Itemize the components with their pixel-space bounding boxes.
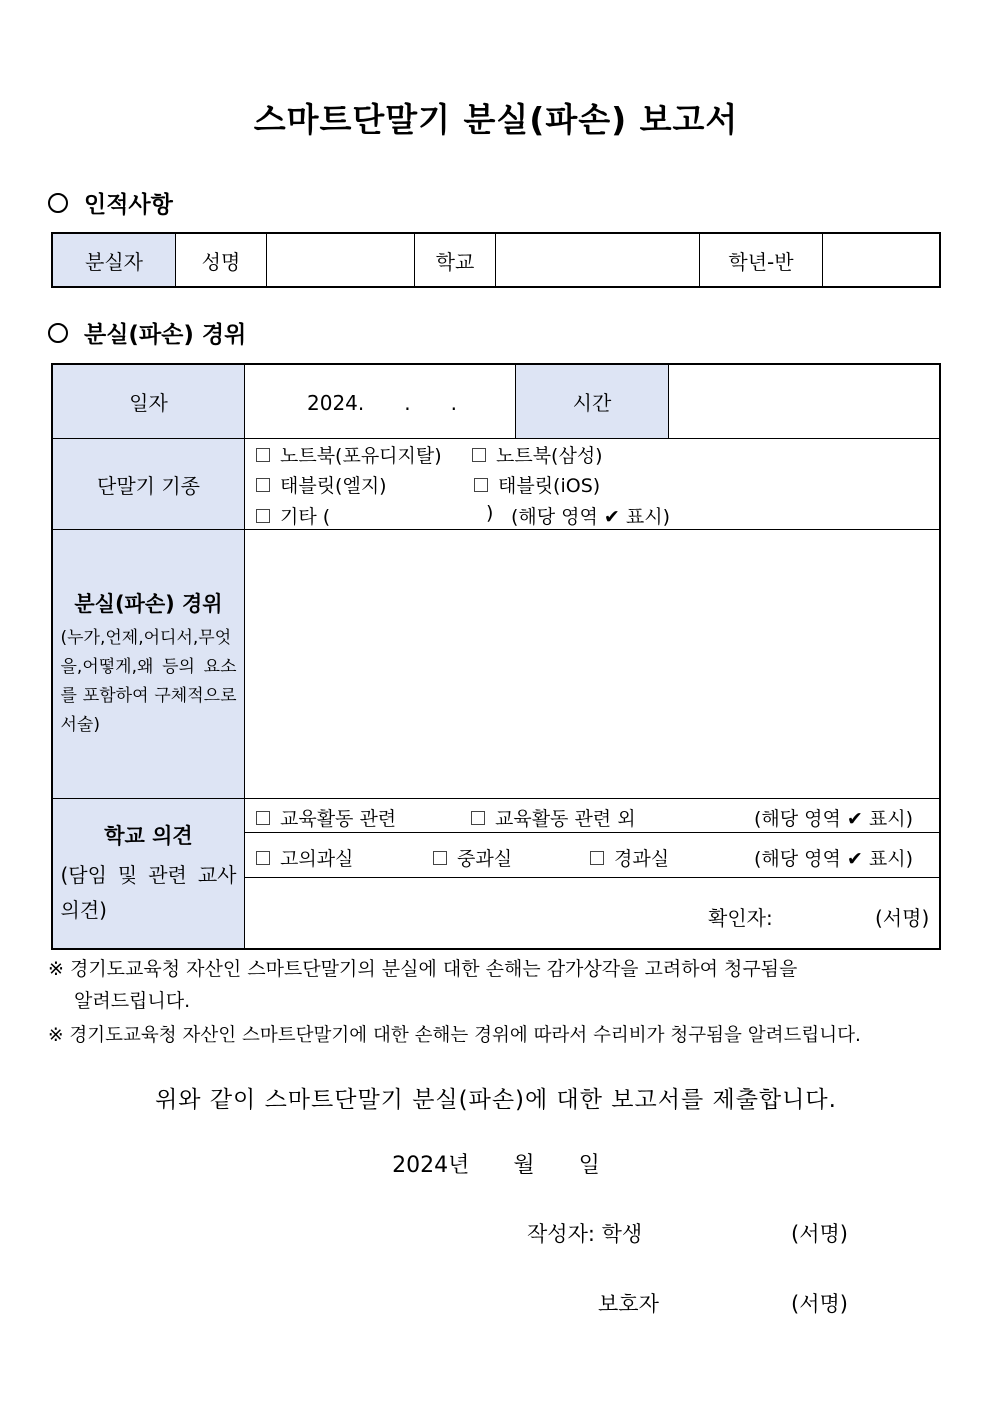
fault-option-label: 고의과실 (280, 848, 354, 870)
device-option-notebook-samsung[interactable] (472, 441, 603, 468)
confirmer-label: 확인자: (708, 906, 773, 930)
name-field[interactable] (267, 234, 414, 286)
checkbox-icon[interactable] (256, 811, 270, 825)
section-personal-heading (48, 186, 173, 219)
checkbox-icon[interactable] (474, 478, 488, 492)
circumstance-label-cell (53, 530, 244, 798)
activity-check-note: (해당 영역 ✔ 표시) (754, 808, 913, 830)
device-option-label: 기타 ( (280, 506, 331, 528)
device-option-label: 태블릿(엘지) (280, 475, 387, 497)
device-option-label: 노트북(삼성) (496, 445, 603, 467)
note-depreciation: ※ 경기도교육청 자산인 스마트단말기의 분실에 대한 손해는 감가상각을 고려하여 청구됨을 (48, 958, 798, 980)
lost-person-label: 분실자 (53, 234, 175, 286)
school-label: 학교 (435, 249, 475, 274)
time-field[interactable] (669, 365, 939, 438)
fault-option-intentional[interactable] (256, 844, 353, 871)
checkbox-icon[interactable] (256, 478, 270, 492)
circumstance-label: 분실(파손) 경위 (74, 592, 223, 616)
grade-class-field[interactable] (823, 234, 939, 286)
fault-option-label: 경과실 (614, 848, 670, 870)
name-label: 성명 (201, 249, 241, 274)
section-personal-title: 인적사항 (84, 192, 173, 218)
confirmer-sign[interactable]: (서명) (875, 906, 930, 930)
writer-label: 작성자: 학생 (527, 1222, 643, 1246)
circumstance-field[interactable] (245, 530, 939, 798)
checkbox-icon[interactable] (256, 448, 270, 462)
checkbox-icon[interactable] (590, 851, 604, 865)
circumstance-hint: (누가,언제,어디서,무엇을,어떻게,왜 등의 요소를 포함하여 구체적으로 서술) (60, 628, 237, 735)
note-depreciation-cont: 알려드립니다. (74, 990, 191, 1012)
device-option-label: 노트북(포유디지탈) (280, 445, 442, 467)
fault-check-note: (해당 영역 ✔ 표시) (754, 848, 913, 870)
school-opinion-label-cell (53, 799, 244, 948)
device-option-label: 태블릿(iOS) (498, 475, 601, 497)
circle-bullet-icon (48, 323, 68, 343)
school-opinion-hint: (담임 및 관련 교사 의견) (60, 862, 237, 922)
section-circumstance-heading (48, 316, 246, 349)
fault-option-gross[interactable] (433, 844, 512, 871)
report-date: 2024년 월 일 (392, 1153, 600, 1178)
circumstance-table (51, 363, 941, 950)
school-opinion-label: 학교 의견 (104, 823, 193, 848)
grade-class-label: 학년-반 (728, 249, 794, 274)
time-label: 시간 (516, 365, 668, 438)
guardian-sign[interactable]: (서명) (791, 1292, 848, 1316)
submission-statement: 위와 같이 스마트단말기 분실(파손)에 대한 보고서를 제출합니다. (155, 1087, 837, 1113)
fault-option-label: 중과실 (457, 848, 513, 870)
device-option-other[interactable] (256, 502, 330, 529)
device-check-note: (해당 영역 ✔ 표시) (511, 506, 670, 528)
checkbox-icon[interactable] (472, 448, 486, 462)
guardian-label: 보호자 (598, 1292, 659, 1316)
activity-option-label: 교육활동 관련 (280, 808, 397, 830)
device-option-tablet-lg[interactable] (256, 471, 387, 498)
date-field[interactable]: 2024. . . (307, 391, 457, 415)
checkbox-icon[interactable] (256, 851, 270, 865)
section-circumstance-title: 분실(파손) 경위 (84, 322, 247, 348)
activity-option-label: 교육활동 관련 외 (495, 808, 636, 830)
circle-bullet-icon (48, 193, 68, 213)
device-type-label: 단말기 기종 (53, 439, 244, 529)
note-repair-cost: ※ 경기도교육청 자산인 스마트단말기에 대한 손해는 경위에 따라서 수리비가 청구됨을 알려드립니다. (48, 1025, 861, 1046)
activity-option-related[interactable] (256, 804, 396, 831)
device-option-other-close: ) (486, 502, 494, 524)
personal-info-table (51, 232, 941, 288)
school-field[interactable] (496, 234, 699, 286)
date-label: 일자 (53, 365, 244, 438)
checkbox-icon[interactable] (433, 851, 447, 865)
device-option-tablet-ios[interactable] (474, 471, 600, 498)
fault-option-minor[interactable] (590, 844, 669, 871)
checkbox-icon[interactable] (256, 509, 270, 523)
activity-option-unrelated[interactable] (471, 804, 636, 831)
checkbox-icon[interactable] (471, 811, 485, 825)
writer-sign[interactable]: (서명) (791, 1222, 848, 1246)
page-title: 스마트단말기 분실(파손) 보고서 (253, 100, 739, 139)
device-option-notebook-4u[interactable] (256, 441, 442, 468)
